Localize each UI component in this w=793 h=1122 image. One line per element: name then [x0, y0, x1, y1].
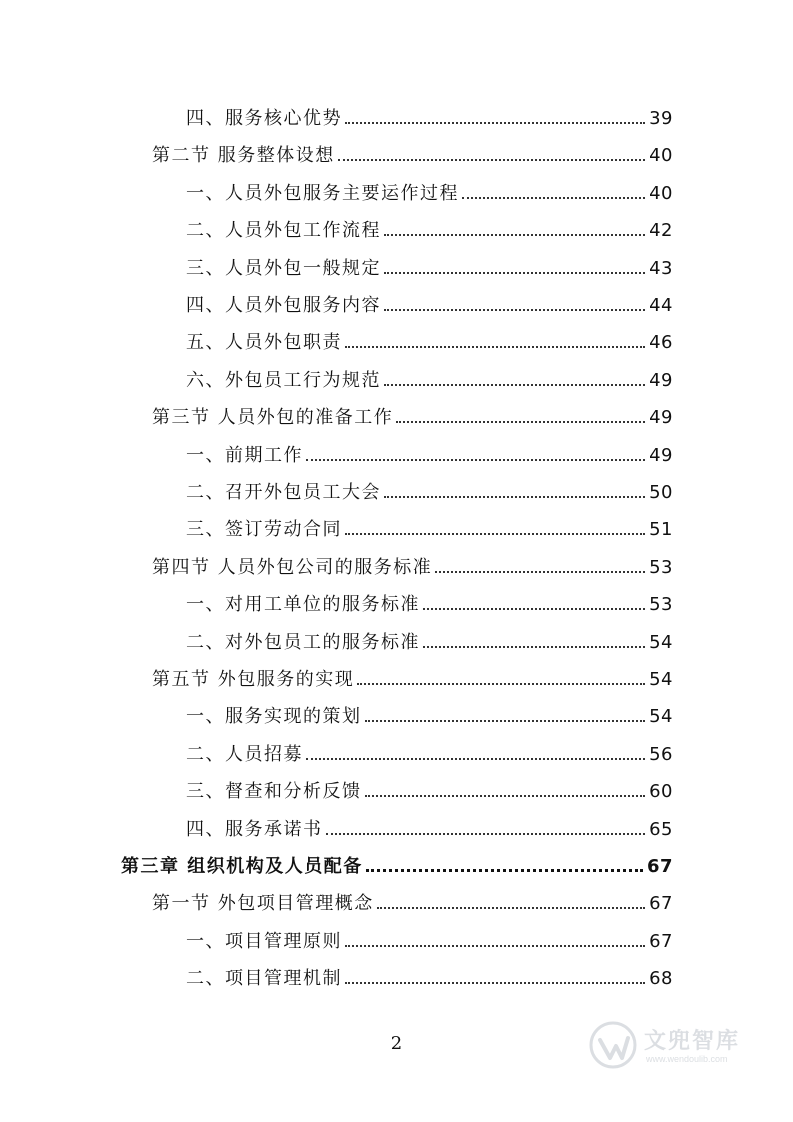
toc-entry-title: 三、督查和分析反馈 — [186, 781, 362, 802]
toc-entry-page: 67 — [649, 931, 673, 952]
toc-entry-title: 第一节 外包项目管理概念 — [152, 893, 374, 914]
toc-entry-page: 50 — [649, 482, 673, 503]
toc-entry-page: 49 — [649, 370, 673, 391]
toc-entry[interactable] — [0, 819, 673, 841]
toc-entry-title: 二、项目管理机制 — [186, 968, 342, 989]
toc-dot-leader — [338, 159, 645, 161]
toc-dot-leader — [423, 646, 645, 648]
toc-entry[interactable] — [0, 220, 673, 242]
toc-entry-title: 五、人员外包职责 — [186, 332, 342, 353]
toc-dot-leader — [366, 869, 643, 872]
toc-entry-title: 第二节 服务整体设想 — [152, 145, 335, 166]
toc-entry[interactable] — [0, 295, 673, 317]
toc-entry[interactable] — [0, 744, 673, 766]
toc-entry-page: 49 — [649, 407, 673, 428]
toc-dot-leader — [345, 122, 645, 124]
toc-dot-leader — [384, 234, 645, 236]
toc-entry-title: 四、服务承诺书 — [186, 819, 323, 840]
toc-dot-leader — [345, 533, 645, 535]
toc-entry-title: 六、外包员工行为规范 — [186, 370, 381, 391]
toc-entry[interactable] — [0, 632, 673, 654]
toc-entry-title: 三、签订劳动合同 — [186, 519, 342, 540]
toc-entry[interactable] — [0, 332, 673, 354]
toc-entry-page: 39 — [649, 108, 673, 129]
toc-entry-page: 46 — [649, 332, 673, 353]
toc-dot-leader — [384, 384, 645, 386]
toc-dot-leader — [377, 907, 645, 909]
toc-dot-leader — [365, 795, 646, 797]
toc-entry[interactable] — [0, 370, 673, 392]
toc-dot-leader — [384, 496, 645, 498]
toc-entry-title: 二、召开外包员工大会 — [186, 482, 381, 503]
toc-entry[interactable] — [0, 445, 673, 467]
toc-entry-title: 第四节 人员外包公司的服务标准 — [152, 557, 433, 578]
toc-entry-title: 一、服务实现的策划 — [186, 706, 362, 727]
toc-dot-leader — [462, 197, 645, 199]
toc-entry-page: 53 — [649, 594, 673, 615]
toc-dot-leader — [306, 758, 645, 760]
toc-entry[interactable] — [0, 108, 673, 130]
toc-entry-title: 二、人员外包工作流程 — [186, 220, 381, 241]
toc-dot-leader — [365, 720, 646, 722]
toc-entry-page: 60 — [649, 781, 673, 802]
toc-dot-leader — [423, 608, 645, 610]
toc-entry-page: 49 — [649, 445, 673, 466]
toc-entry-title: 第三节 人员外包的准备工作 — [152, 407, 394, 428]
toc-entry-page: 44 — [649, 295, 673, 316]
toc-entry[interactable] — [0, 856, 673, 878]
toc-entry[interactable] — [0, 407, 673, 429]
toc-entry[interactable] — [0, 893, 673, 915]
toc-entry-title: 第三章 组织机构及人员配备 — [121, 856, 363, 877]
toc-entry-title: 三、人员外包一般规定 — [186, 258, 381, 279]
page-number: 2 — [390, 1033, 403, 1054]
toc-entry-title: 一、人员外包服务主要运作过程 — [186, 183, 459, 204]
toc-entry-page: 54 — [649, 632, 673, 653]
toc-entry[interactable] — [0, 931, 673, 953]
toc-entry[interactable] — [0, 968, 673, 990]
toc-entry-page: 68 — [649, 968, 673, 989]
toc-entry-page: 40 — [649, 183, 673, 204]
toc-entry-page: 54 — [649, 669, 673, 690]
toc-entry-page: 53 — [649, 557, 673, 578]
toc-entry-page: 40 — [649, 145, 673, 166]
watermark-url: www.wendoulib.com — [646, 1054, 728, 1064]
toc-entry-page: 56 — [649, 744, 673, 765]
toc-dot-leader — [357, 683, 645, 685]
toc-entry[interactable] — [0, 519, 673, 541]
toc-entry[interactable] — [0, 557, 673, 579]
toc-entry[interactable] — [0, 669, 673, 691]
toc-entry-page: 42 — [649, 220, 673, 241]
watermark-text: 文兜智库 — [644, 1029, 741, 1054]
toc-entry-title: 四、服务核心优势 — [186, 108, 342, 129]
toc-dot-leader — [384, 309, 645, 311]
watermark — [588, 1020, 758, 1076]
toc-entry-page: 51 — [649, 519, 673, 540]
toc-entry-title: 第五节 外包服务的实现 — [152, 669, 355, 690]
toc-entry[interactable] — [0, 706, 673, 728]
toc-entry[interactable] — [0, 781, 673, 803]
toc-entry[interactable] — [0, 183, 673, 205]
toc-entry[interactable] — [0, 145, 673, 167]
toc-dot-leader — [326, 833, 646, 835]
toc-entry-page: 43 — [649, 258, 673, 279]
toc-dot-leader — [306, 459, 645, 461]
toc-dot-leader — [384, 272, 645, 274]
toc-dot-leader — [396, 421, 645, 423]
toc-entry[interactable] — [0, 594, 673, 616]
toc-entry-title: 二、对外包员工的服务标准 — [186, 632, 420, 653]
toc-entry-page: 65 — [649, 819, 673, 840]
toc-dot-leader — [435, 571, 645, 573]
toc-entry-title: 一、前期工作 — [186, 445, 303, 466]
toc-dot-leader — [345, 945, 645, 947]
toc-dot-leader — [345, 346, 645, 348]
toc-entry-page: 54 — [649, 706, 673, 727]
toc-entry-title: 一、对用工单位的服务标准 — [186, 594, 420, 615]
toc-entry-title: 四、人员外包服务内容 — [186, 295, 381, 316]
toc-entry-page: 67 — [649, 893, 673, 914]
wendou-logo-icon — [588, 1020, 638, 1070]
toc-entry[interactable] — [0, 258, 673, 280]
toc-entry-page: 67 — [646, 856, 673, 877]
toc-entry[interactable] — [0, 482, 673, 504]
toc-entry-title: 一、项目管理原则 — [186, 931, 342, 952]
toc-entry-title: 二、人员招募 — [186, 744, 303, 765]
toc-dot-leader — [345, 982, 645, 984]
